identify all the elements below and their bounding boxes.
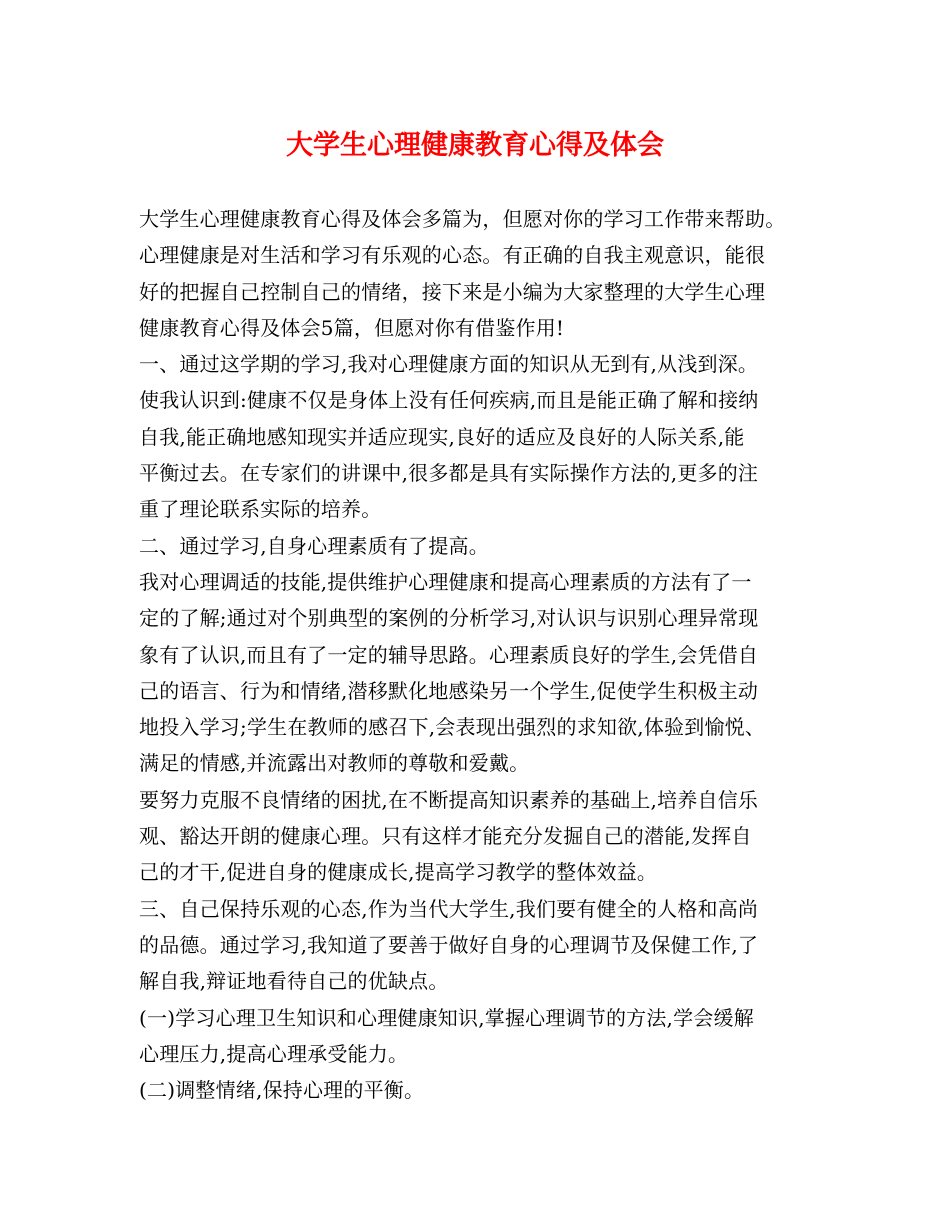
body-line: 健康教育心得及体会5篇，但愿对你有借鉴作用! [139,315,565,340]
body-line: 二、通过学习,自身心理素质有了提高。 [139,533,489,558]
body-line: 重了理论联系实际的培养。 [139,497,382,522]
body-line: (一)学习心理卫生知识和心理健康知识,掌握心理调节的方法,学会缓解 [139,1005,754,1030]
body-line: 我对心理调适的技能,提供维护心理健康和提高心理素质的方法有了一 [139,569,752,594]
body-line: 平衡过去。在专家们的讲课中,很多都是具有实际操作方法的,更多的注 [139,461,759,486]
body-line: 己的语言、行为和情绪,潜移默化地感染另一个学生,促使学生积极主动 [139,678,759,703]
body-line: 心理健康是对生活和学习有乐观的心态。有正确的自我主观意识，能很 [139,243,766,268]
body-line: 的品德。通过学习,我知道了要善于做好自身的心理调节及保健工作,了 [139,932,759,957]
body-line: 大学生心理健康教育心得及体会多篇为，但愿对你的学习工作带来帮助。 [139,207,786,231]
body-line: 使我认识到:健康不仅是身体上没有任何疾病,而且是能正确了解和接纳 [139,388,759,413]
document-body [139,201,829,1108]
body-line: 解自我,辩证地看待自己的优缺点。 [139,969,449,994]
body-line: 要努力克服不良情绪的困扰,在不断提高知识素养的基础上,培养自信乐 [139,787,759,812]
document-title: 大学生心理健康教育心得及体会 [286,130,664,161]
body-line: 满足的情感,并流露出对教师的尊敬和爱戴。 [139,751,530,776]
body-line: 己的才干,促进自身的健康成长,提高学习教学的整体效益。 [139,860,658,885]
body-line: 象有了认识,而且有了一定的辅导思路。心理素质良好的学生,会凭借自 [139,642,759,667]
body-line: 一、通过这学期的学习,我对心理健康方面的知识从无到有,从浅到深。 [139,352,759,377]
body-line: 心理压力,提高心理承受能力。 [139,1041,409,1066]
body-line: (二)调整情绪,保持心理的平衡。 [139,1078,425,1103]
body-line: 自我,能正确地感知现实并适应现实,良好的适应及良好的人际关系,能 [139,424,745,449]
body-line: 观、豁达开朗的健康心理。只有这样才能充分发掘自己的潜能,发挥自 [139,824,752,849]
body-line: 定的了解;通过对个别典型的案例的分析学习,对认识与识别心理异常现 [139,606,759,631]
body-line: 好的把握自己控制自己的情绪，接下来是小编为大家整理的大学生心理 [139,279,766,304]
body-line: 地投入学习;学生在教师的感召下,会表现出强烈的求知欲,体验到愉悦、 [139,715,766,740]
body-line: 三、自己保持乐观的心态,作为当代大学生,我们要有健全的人格和高尚 [139,896,759,921]
